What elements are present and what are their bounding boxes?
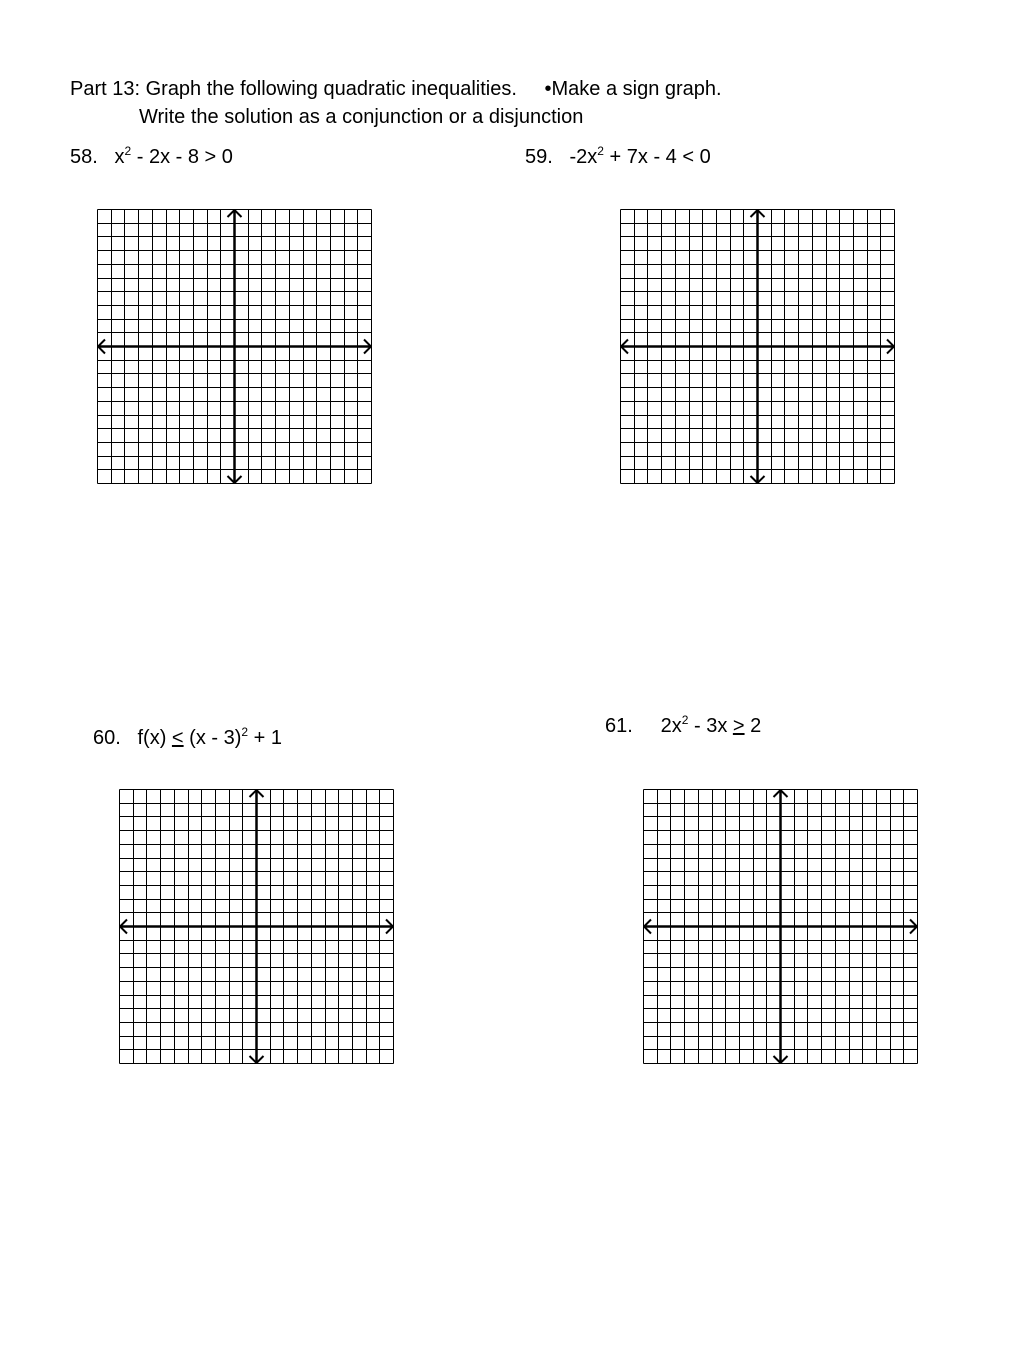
problem-exponent: 2 (124, 144, 132, 158)
problem-number: 60. (93, 727, 121, 749)
solution-instruction: Write the solution as a conjunction or a disjunction (139, 106, 584, 128)
problem-base: -2x (569, 146, 598, 168)
problem-rest: 2 (744, 715, 762, 737)
coordinate-grid-svg (643, 789, 918, 1064)
graph-grid-60[interactable] (119, 789, 394, 1064)
less-equal-symbol: < (171, 727, 184, 749)
problem-rest: + 1 (248, 727, 282, 749)
problem-mid: - 3x (688, 715, 733, 737)
problem-59-label (525, 145, 711, 169)
instructions-line-2 (139, 105, 583, 129)
part-title: Part 13: Graph the following quadratic inequalities. (70, 78, 517, 100)
problem-60-label (93, 726, 282, 750)
problem-rest: + 7x - 4 < 0 (603, 146, 711, 168)
coordinate-grid-svg (97, 209, 372, 484)
problem-number: 58. (70, 146, 98, 168)
coordinate-grid-svg (620, 209, 895, 484)
graph-grid-59[interactable] (620, 209, 895, 484)
problem-number: 59. (525, 146, 553, 168)
problem-number: 61. (605, 715, 633, 737)
problem-exponent: 2 (597, 144, 604, 158)
problem-base: (x - 3) (183, 727, 242, 749)
problem-61-label (605, 714, 761, 738)
problem-lhs: f(x) (137, 727, 172, 749)
problem-base: x (114, 146, 125, 168)
problem-exponent: 2 (241, 725, 249, 739)
instructions-line-1 (70, 77, 722, 101)
problem-base: 2x (660, 715, 682, 737)
problem-rest: - 2x - 8 > 0 (131, 146, 233, 168)
sign-graph-instruction: •Make a sign graph. (544, 78, 722, 100)
problem-exponent: 2 (681, 713, 689, 727)
greater-equal-symbol: > (732, 715, 745, 737)
graph-grid-58[interactable] (97, 209, 372, 484)
graph-grid-61[interactable] (643, 789, 918, 1064)
problem-58-label (70, 145, 233, 169)
coordinate-grid-svg (119, 789, 394, 1064)
